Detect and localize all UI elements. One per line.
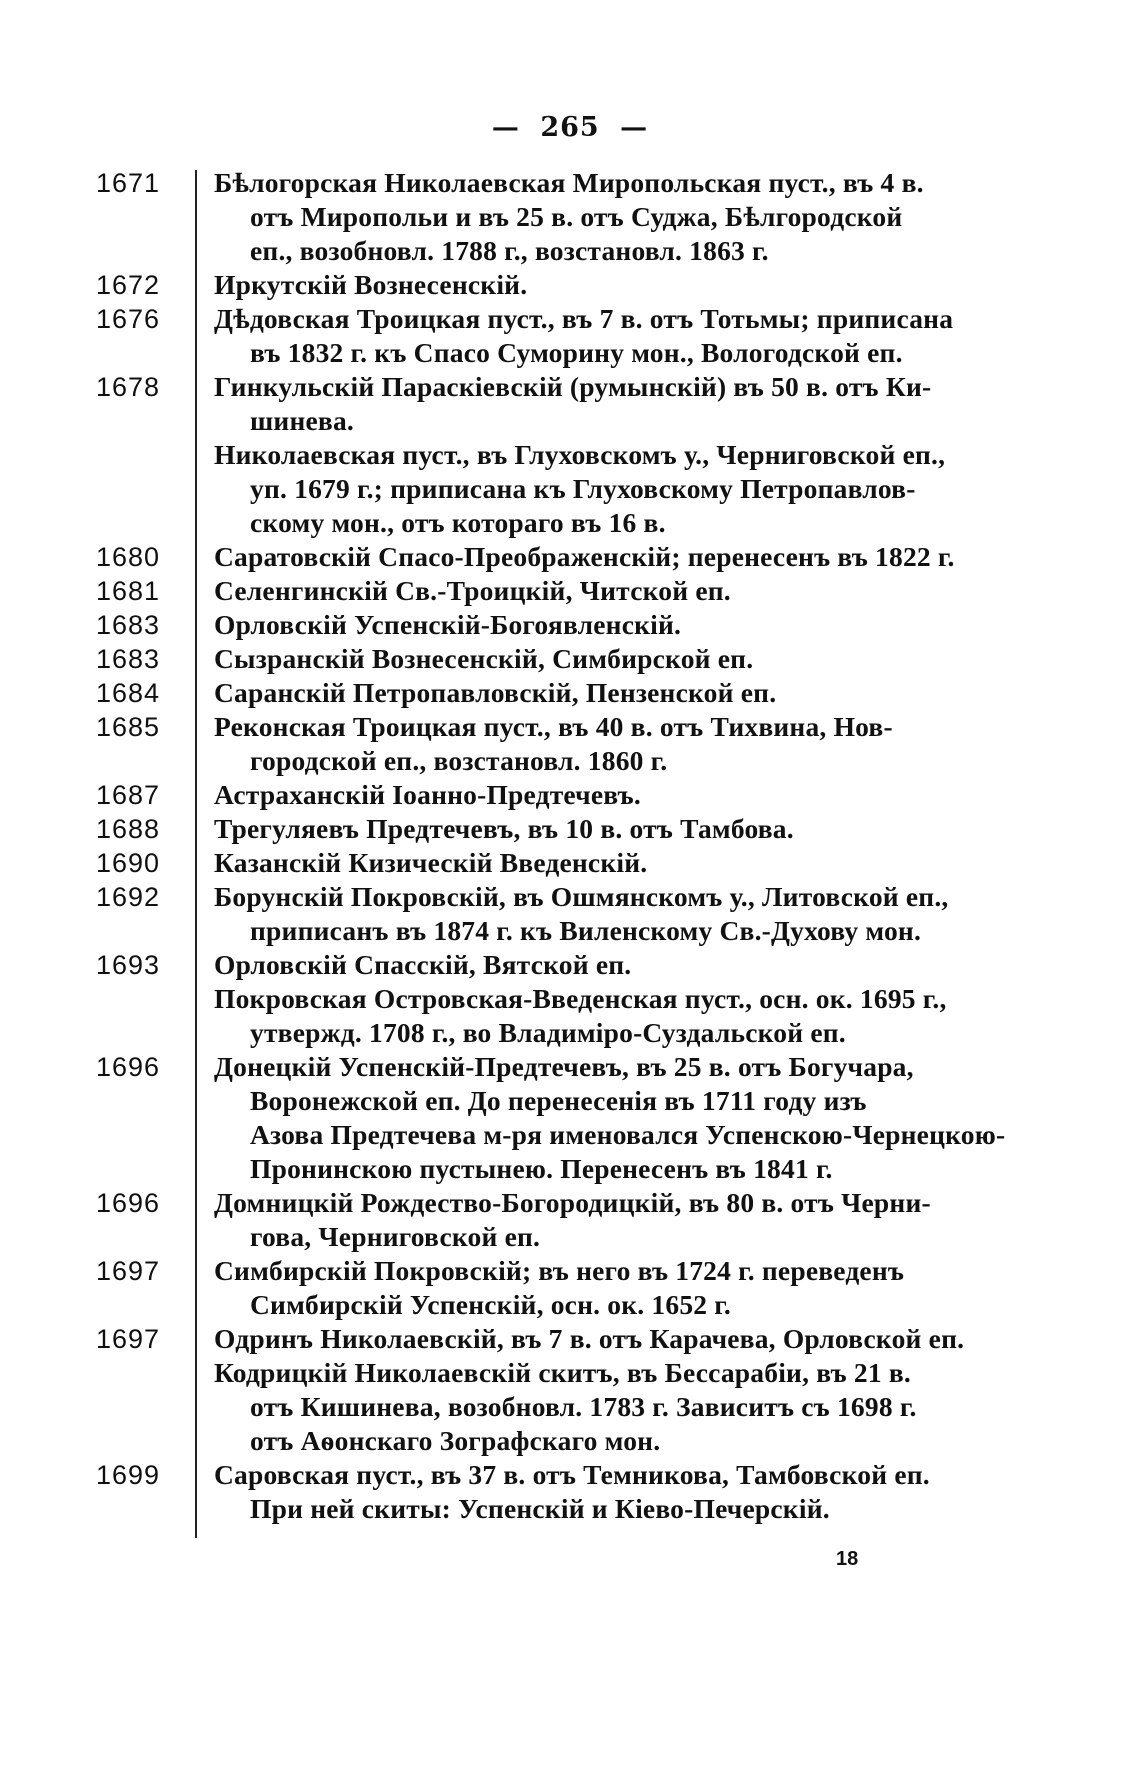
entry-row [96,880,976,948]
entry-line: Николаевская пуст., въ Глуховскомъ у., Черниговской еп., [214,439,946,470]
entry-text [200,982,976,1050]
entry-text [200,1050,1005,1186]
entry-year: 1672 [96,270,161,300]
entry-line: Орловскій Спасскій, Вятской еп. [214,949,632,980]
entry-row [96,982,976,1050]
entry-line: Саратовскій Спасо-Преображенскій; перенесенъ въ 1822 г. [214,541,955,572]
entry-line: Воронежской еп. До перенесенія въ 1711 году изъ [250,1085,867,1116]
entry-line: Кодрицкій Николаевскій скитъ, въ Бессарабіи, въ 21 в. [214,1357,911,1388]
entry-text [200,1186,976,1254]
entry-row [96,166,976,268]
entry-row [96,1186,976,1254]
entry-line: Симбирскій Успенскій, осн. ок. 1652 г. [250,1289,731,1320]
entry-list [96,166,1006,1526]
entry-text [200,302,976,370]
entry-text [200,948,976,982]
entry-row [96,574,976,608]
entry-text [200,1356,976,1458]
entry-line: Симбирскій Покровскій; въ него въ 1724 г. переведенъ [214,1255,905,1286]
entry-row [96,1458,976,1526]
entry-year: 1687 [96,780,161,810]
entry-line: скому мон., отъ котораго въ 16 в. [250,507,666,538]
entry-row [96,676,976,710]
entry-line: Реконская Троицкая пуст., въ 40 в. отъ Тихвина, Нов- [214,711,893,742]
entry-row [96,1322,976,1356]
entry-line: Домницкій Рождество-Богородицкій, въ 80 в. отъ Черни- [214,1187,931,1218]
entry-row [96,710,976,778]
entry-year: 1696 [96,1188,161,1218]
entry-year: 1690 [96,848,161,878]
entry-line: городской еп., возстановл. 1860 г. [250,745,668,776]
entry-text [200,676,976,710]
entry-line: Саранскій Петропавловскій, Пензенской еп. [214,677,777,708]
entry-text [200,1322,976,1356]
entry-text [200,608,976,642]
entry-row [96,608,976,642]
entry-line: Селенгинскій Св.-Троицкій, Читской еп. [214,575,731,606]
entry-row [96,438,976,540]
page-number: — 265 — [491,112,649,143]
entry-line: Гинкульскій Параскіевскій (румынскій) въ 50 в. отъ Ки- [214,371,932,402]
entry-year: 1671 [96,168,161,198]
entry-line: Пронинскою пустынею. Перенесенъ въ 1841 г. [250,1153,833,1184]
entry-line: Покровская Островская-Введенская пуст., осн. ок. 1695 г., [214,983,947,1014]
entry-year: 1692 [96,882,161,912]
printer-signature: 18 [836,1548,859,1570]
entry-year: 1693 [96,950,161,980]
entry-line: Дѣдовская Троицкая пуст., въ 7 в. отъ Тотьмы; приписана [214,303,954,334]
entry-line: Сызранскій Вознесенскій, Симбирской еп. [214,643,754,674]
entry-line: Орловскій Успенскій-Богоявленскій. [214,609,682,640]
entry-line: Астраханскій Іоанно-Предтечевъ. [214,779,641,810]
entry-line: въ 1832 г. къ Спасо Суморину мон., Вологодской еп. [250,337,903,368]
entry-row [96,370,976,438]
entry-text [200,438,976,540]
entry-text [200,540,976,574]
entry-row [96,812,976,846]
entry-text [200,710,976,778]
entry-line: уп. 1679 г.; приписана къ Глуховскому Петропавлов- [250,473,916,504]
entry-line: Саровская пуст., въ 37 в. отъ Темникова, Тамбовской еп. [214,1459,930,1490]
entry-year: 1696 [96,1052,161,1082]
entry-year: 1699 [96,1460,161,1490]
entry-text [200,778,976,812]
entry-line: Азова Предтечева м-ря именовался Успенскою-Чернецкою- [250,1119,1006,1150]
entry-line: утвержд. 1708 г., во Владиміро-Суздальской еп. [250,1017,846,1048]
entry-text [200,642,976,676]
entry-text [200,370,976,438]
entry-year: 1697 [96,1324,161,1354]
entry-year: 1680 [96,542,161,572]
entry-text [200,1254,976,1322]
entry-line: Казанскій Кизическій Введенскій. [214,847,648,878]
entry-line: еп., возобновл. 1788 г., возстановл. 1863 г. [250,235,769,266]
entry-text [200,812,976,846]
entry-row [96,268,976,302]
entry-row [96,1254,976,1322]
entry-year: 1684 [96,678,161,708]
entry-row [96,948,976,982]
entry-line: приписанъ въ 1874 г. къ Виленскому Св.-Духову мон. [250,915,922,946]
entry-line: шинева. [250,405,354,436]
entry-year: 1683 [96,610,161,640]
entry-line: отъ Аѳонскаго Зографскаго мон. [250,1425,661,1456]
entry-line: Бѣлогорская Николаевская Миропольская пуст., въ 4 в. [214,167,924,198]
entry-year: 1697 [96,1256,161,1286]
entry-row [96,302,976,370]
entry-year: 1676 [96,304,161,334]
entry-row [96,1356,976,1458]
entry-line: отъ Кишинева, возобновл. 1783 г. Зависитъ съ 1698 г. [250,1391,917,1422]
entry-line: Борунскій Покровскій, въ Ошмянскомъ у., Литовской еп., [214,881,949,912]
entry-line: Иркутскій Вознесенскій. [214,269,528,300]
entry-line: отъ Миропольи и въ 25 в. отъ Суджа, Бѣлгородской [250,201,903,232]
entry-line: гова, Черниговской еп. [250,1221,541,1252]
entry-row [96,778,976,812]
entry-year: 1685 [96,712,161,742]
entry-year: 1683 [96,644,161,674]
entry-line: Донецкій Успенскій-Предтечевъ, въ 25 в. отъ Богучара, [214,1051,914,1082]
entry-text [200,574,976,608]
entry-year: 1688 [96,814,161,844]
entry-year: 1678 [96,372,161,402]
entry-year: 1681 [96,576,161,606]
entry-text [200,1458,976,1526]
entry-row [96,540,976,574]
entry-row [96,1050,1006,1186]
entry-row [96,846,976,880]
entry-text [200,268,976,302]
entry-text [200,880,976,948]
entry-text [200,846,976,880]
entry-line: Одринъ Николаевскій, въ 7 в. отъ Карачева, Орловской еп. [214,1323,965,1354]
entry-line: Трегуляевъ Предтечевъ, въ 10 в. отъ Тамбова. [214,813,794,844]
entry-line: При ней скиты: Успенскій и Кіево-Печерскій. [250,1493,830,1524]
entry-text [200,166,976,268]
entry-row [96,642,976,676]
